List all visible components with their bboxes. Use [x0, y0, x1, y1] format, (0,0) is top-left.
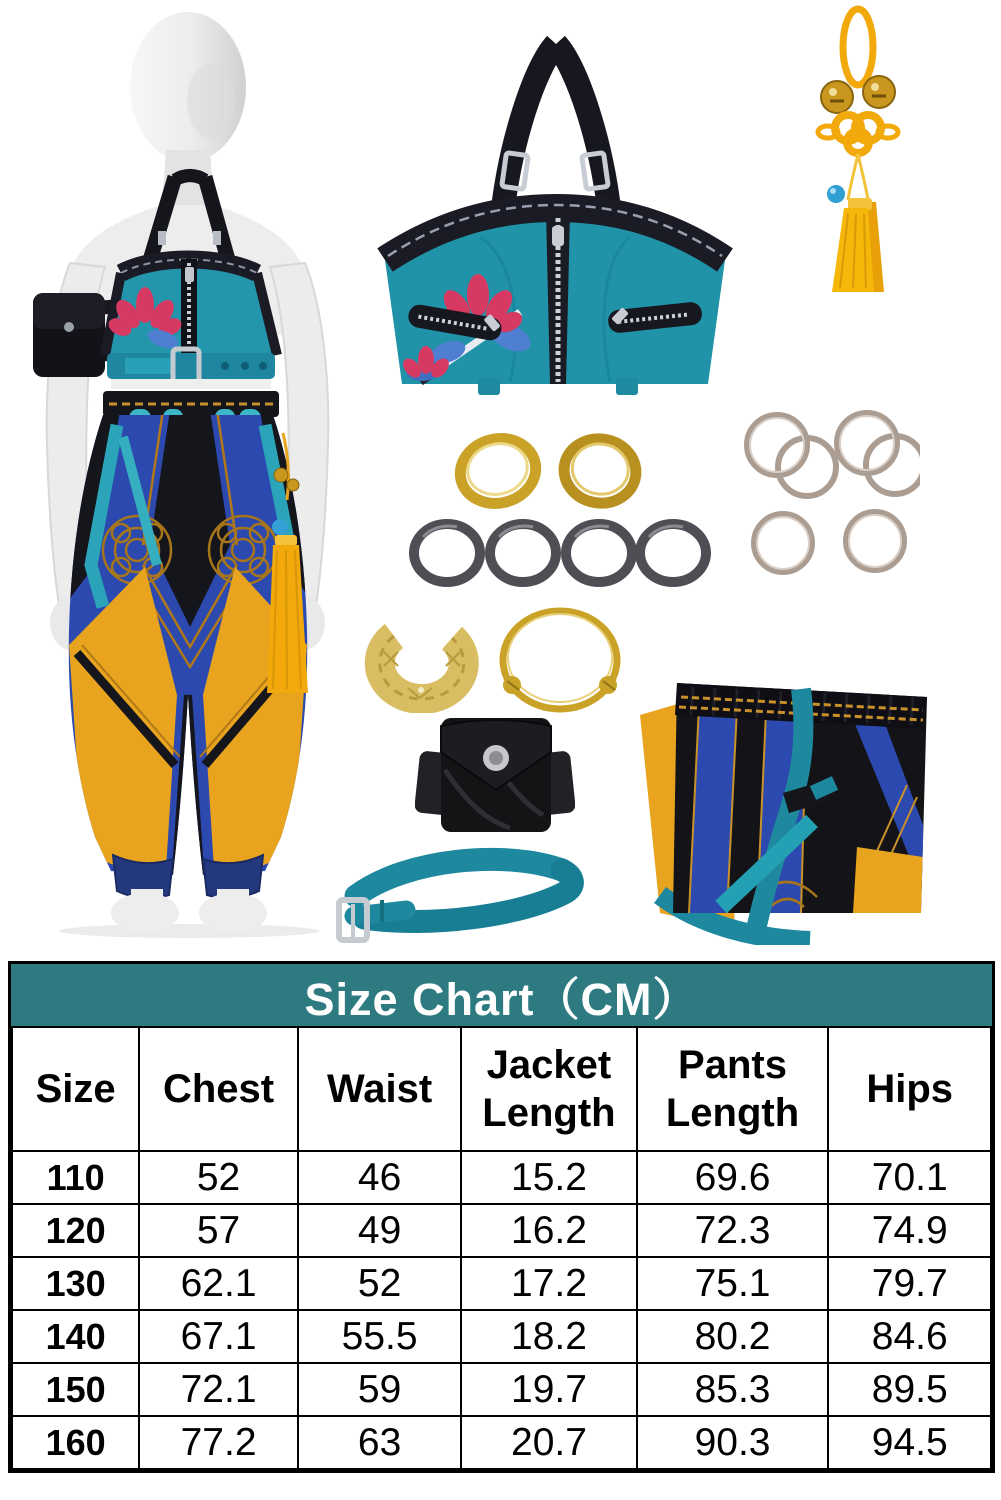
- silver-hoops-illustration: [735, 405, 920, 580]
- cell-jacket-length: 16.2: [461, 1204, 636, 1257]
- cell-chest: 52: [139, 1151, 298, 1204]
- table-row-110: [12, 1151, 991, 1204]
- cell-pants-length: 75.1: [637, 1257, 829, 1310]
- col-header-waist: Waist: [298, 1027, 461, 1151]
- cell-size: 130: [12, 1257, 139, 1310]
- cell-chest: 57: [139, 1204, 298, 1257]
- cell-pants-length: 80.2: [637, 1310, 829, 1363]
- cell-hips: 94.5: [828, 1416, 991, 1469]
- black-rings-photo: [405, 515, 715, 590]
- cell-hips: 70.1: [828, 1151, 991, 1204]
- cell-pants-length: 90.3: [637, 1416, 829, 1469]
- cell-pants-length: 69.6: [637, 1151, 829, 1204]
- cell-jacket-length: 15.2: [461, 1151, 636, 1204]
- col-header-pants-length: Pants Length: [637, 1027, 829, 1151]
- cell-chest: 62.1: [139, 1257, 298, 1310]
- cell-waist: 49: [298, 1204, 461, 1257]
- cell-size: 160: [12, 1416, 139, 1469]
- table-row-140: [12, 1310, 991, 1363]
- cell-waist: 46: [298, 1151, 461, 1204]
- cell-pants-length: 72.3: [637, 1204, 829, 1257]
- cell-jacket-length: 18.2: [461, 1310, 636, 1363]
- table-row-160: [12, 1416, 991, 1469]
- table-row-130: [12, 1257, 991, 1310]
- cell-hips: 84.6: [828, 1310, 991, 1363]
- cell-chest: 77.2: [139, 1416, 298, 1469]
- table-row-150: [12, 1363, 991, 1416]
- folded-pants-illustration: [605, 645, 945, 945]
- cell-waist: 63: [298, 1416, 461, 1469]
- gold-rings-photo: [440, 425, 660, 515]
- cell-waist: 52: [298, 1257, 461, 1310]
- cell-hips: 89.5: [828, 1363, 991, 1416]
- mannequin-full-costume-photo: [25, 5, 350, 938]
- silver-hoop-earrings-photo: [735, 405, 920, 580]
- black-rings-illustration: [405, 515, 715, 590]
- cell-jacket-length: 20.7: [461, 1416, 636, 1469]
- size-chart: [8, 961, 995, 1473]
- cell-size: 150: [12, 1363, 139, 1416]
- black-arm-pouch-photo: [415, 710, 575, 840]
- cell-size: 140: [12, 1310, 139, 1363]
- belt-illustration: [322, 830, 587, 945]
- tassel-illustration: [800, 2, 910, 297]
- gold-rings-illustration: [440, 425, 660, 515]
- cell-waist: 59: [298, 1363, 461, 1416]
- gold-cuff-illustration: [360, 618, 480, 713]
- col-header-hips: Hips: [828, 1027, 991, 1151]
- cell-waist: 55.5: [298, 1310, 461, 1363]
- cell-hips: 74.9: [828, 1204, 991, 1257]
- table-header-row: [12, 1027, 991, 1151]
- cell-hips: 79.7: [828, 1257, 991, 1310]
- col-header-chest: Chest: [139, 1027, 298, 1151]
- size-chart-title: Size Chart（CM）: [11, 964, 992, 1026]
- col-header-size: Size: [12, 1027, 139, 1151]
- cell-chest: 72.1: [139, 1363, 298, 1416]
- cell-chest: 67.1: [139, 1310, 298, 1363]
- pouch-illustration: [415, 710, 575, 840]
- crop-top-illustration: [360, 12, 750, 397]
- cell-size: 110: [12, 1151, 139, 1204]
- table-row-120: [12, 1204, 991, 1257]
- folded-pants-photo: [605, 645, 945, 945]
- gold-cuff-bracelet-photo: [360, 618, 480, 713]
- cell-jacket-length: 17.2: [461, 1257, 636, 1310]
- size-chart-table: [11, 1026, 992, 1470]
- mannequin-illustration: [25, 5, 350, 938]
- crop-top-flat-photo: [360, 12, 750, 397]
- cell-pants-length: 85.3: [637, 1363, 829, 1416]
- teal-belt-photo: [322, 830, 587, 945]
- col-header-jacket-length: Jacket Length: [461, 1027, 636, 1151]
- tassel-bell-ornament-photo: [800, 2, 910, 297]
- cell-jacket-length: 19.7: [461, 1363, 636, 1416]
- cell-size: 120: [12, 1204, 139, 1257]
